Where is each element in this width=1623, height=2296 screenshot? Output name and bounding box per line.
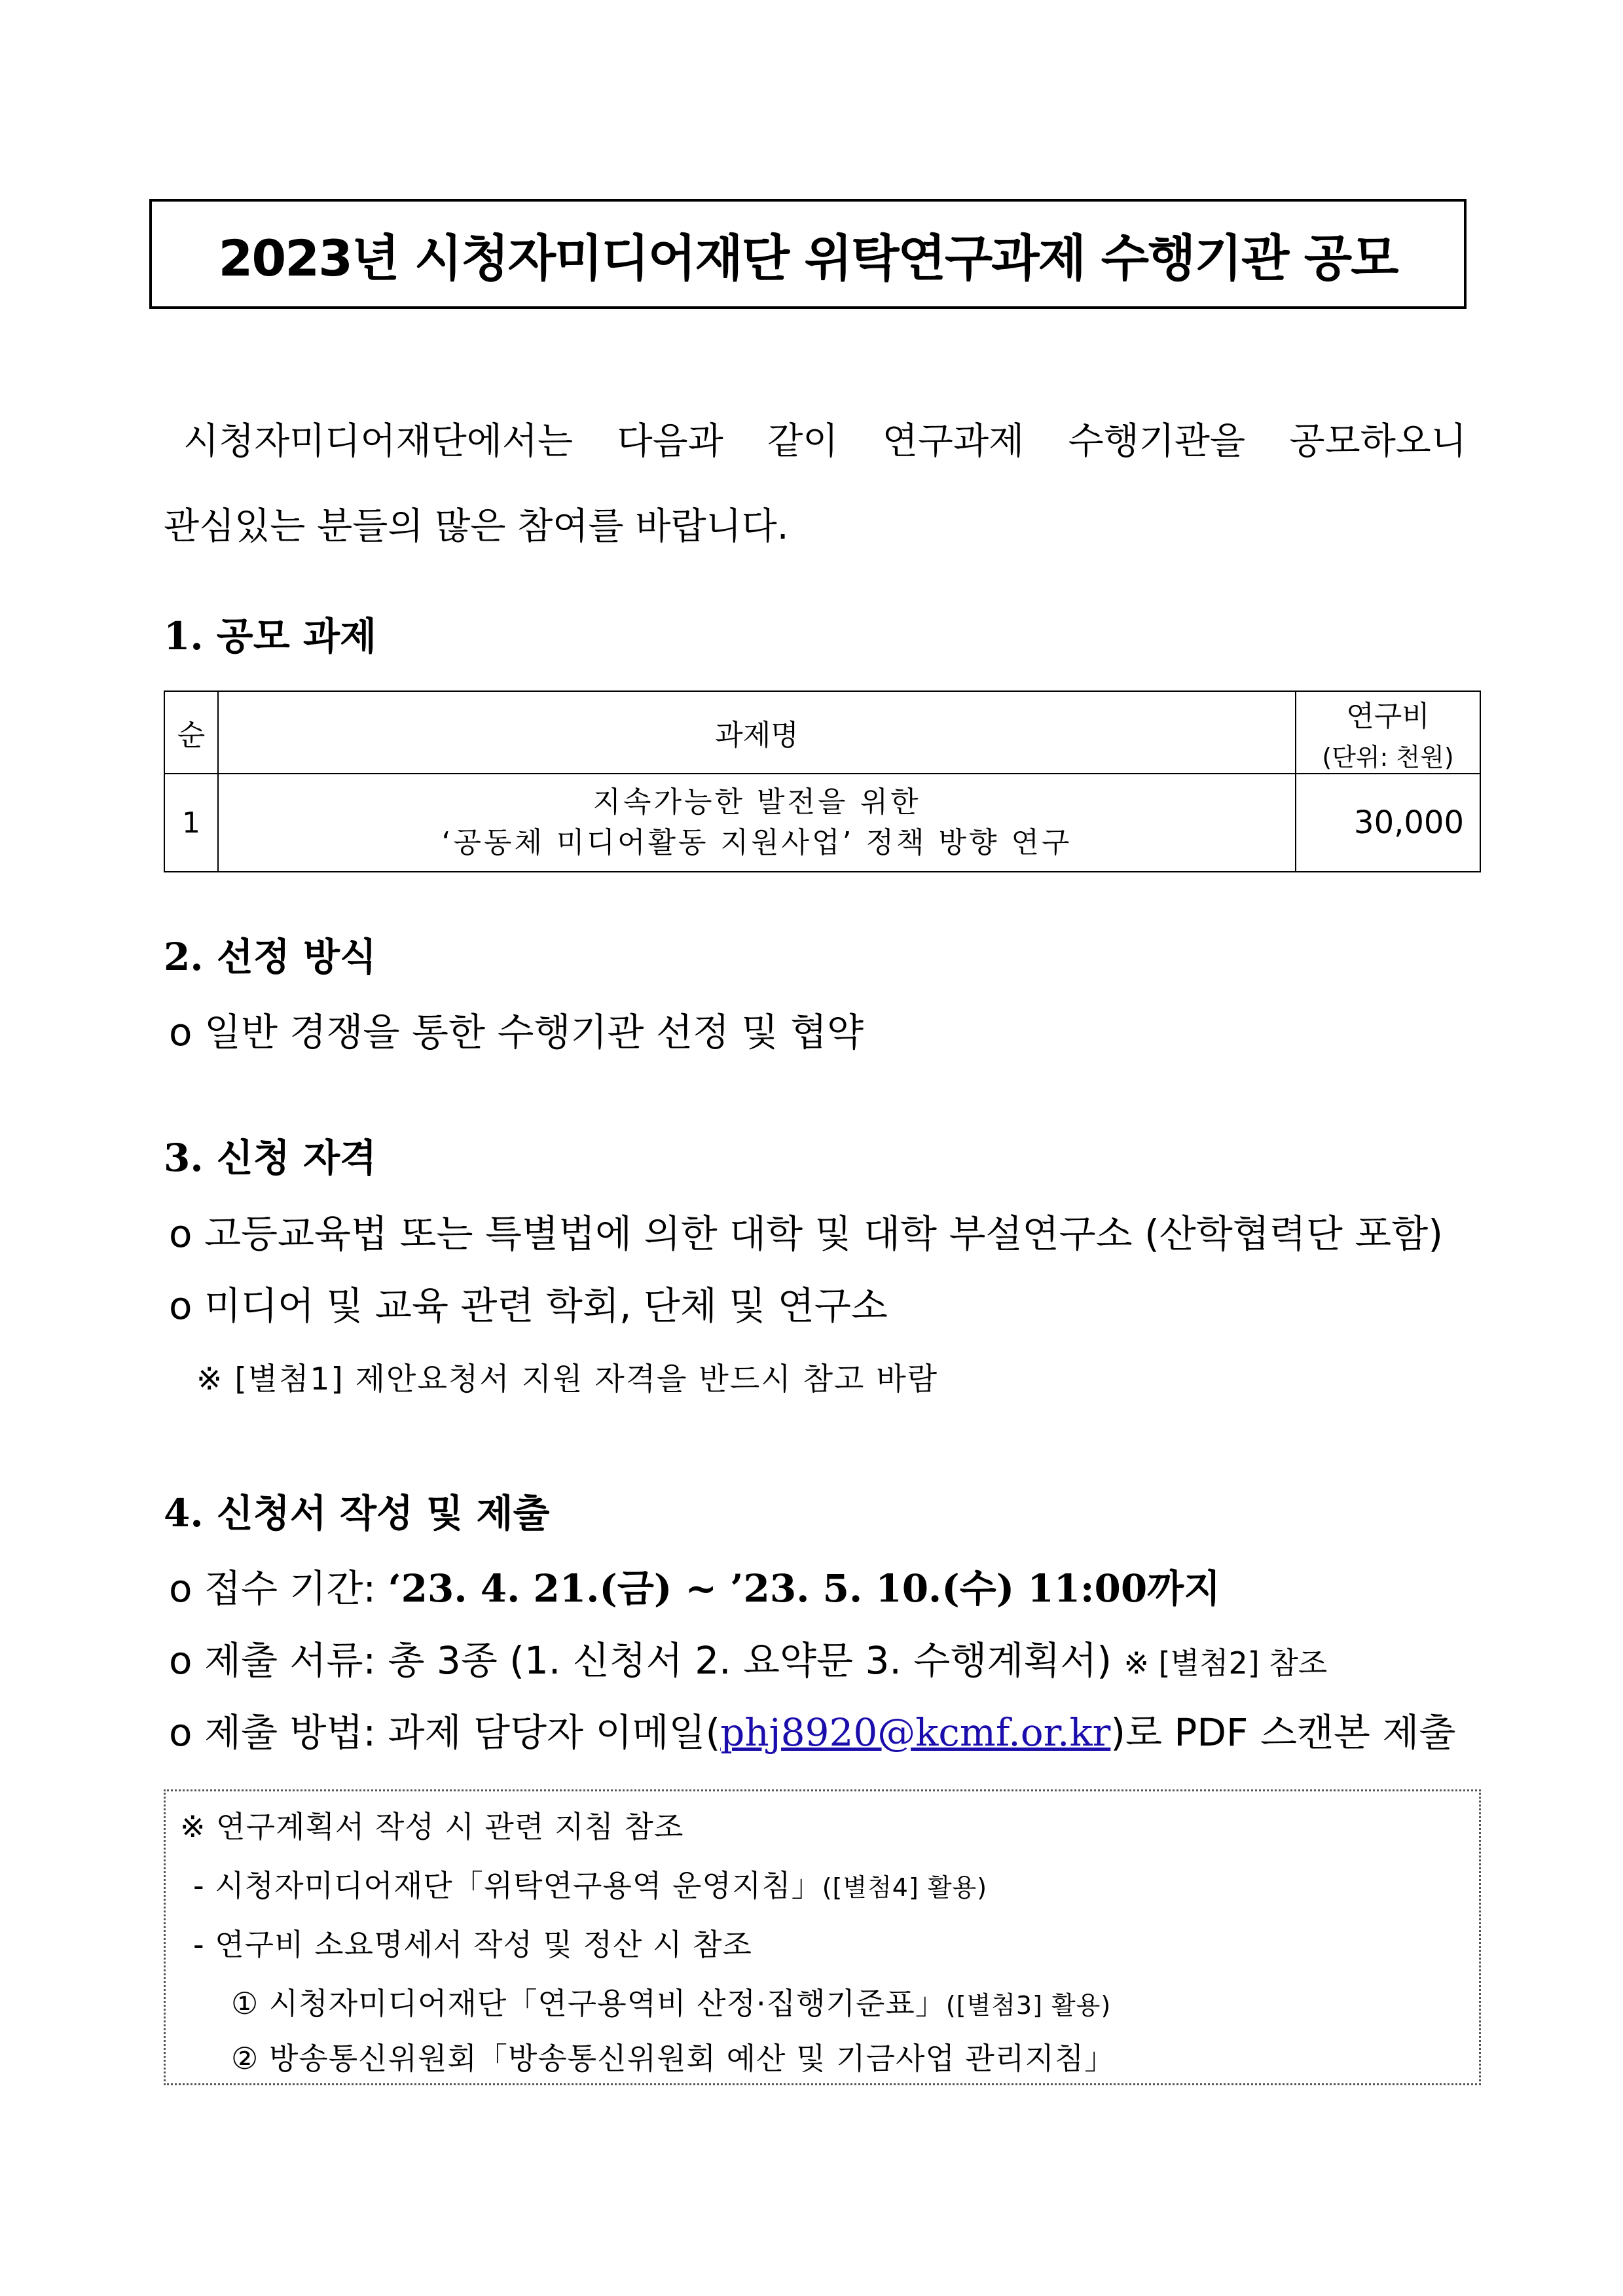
selection-line [169, 1001, 864, 1056]
intro-paragraph [164, 399, 1467, 569]
notebox-line-1-main: - 시청자미디어재단「위탁연구용역 운영지침」 [193, 1868, 822, 1903]
submission-method [169, 1702, 1455, 1757]
notebox-line-3-sub: ([별첨3] 활용) [945, 1991, 1112, 2020]
period-label: 접수 기간: [204, 1566, 376, 1611]
docs-label: 제출 서류: [204, 1638, 376, 1683]
section-heading-1: 1. 공모 과제 [164, 614, 377, 658]
row-name-line-2: ‘공동체 미디어활동 지원사업’ 정책 방향 연구 [441, 826, 1072, 859]
eligibility-item-1 [169, 1203, 1443, 1258]
eligibility-text-2: 미디어 및 교육 관련 학회, 단체 및 연구소 [204, 1283, 888, 1328]
notebox-line-3-main: ① 시청자미디어재단「연구용역비 산정·집행기준표」 [231, 1986, 946, 2021]
topics-table [164, 691, 1481, 872]
bullet: o [169, 1566, 192, 1611]
table-row [164, 774, 1480, 872]
header-budget-label: 연구비 [1346, 699, 1430, 733]
docs-value: 총 3종 (1. 신청서 2. 요약문 3. 수행계획서) [388, 1638, 1112, 1683]
section-heading-4: 4. 신청서 작성 및 제출 [164, 1491, 550, 1535]
bullet: o [169, 1211, 192, 1256]
eligibility-item-2 [169, 1275, 888, 1330]
notebox-line-1 [193, 1862, 987, 1905]
header-budget-unit: (단위: 천원) [1322, 742, 1454, 772]
bullet: o [169, 1638, 192, 1683]
header-no: 순 [164, 691, 218, 774]
method-post: )로 PDF 스캔본 제출 [1110, 1710, 1456, 1755]
row-budget: 30,000 [1296, 774, 1480, 872]
notebox-line-2: - 연구비 소요명세서 작성 및 정산 시 참조 [193, 1927, 752, 1962]
bullet: o [169, 1710, 192, 1755]
intro-line-1: 시청자미디어재단에서는 다음과 같이 연구과제 수행기관을 공모하오니 [183, 420, 1467, 463]
bullet: o [169, 1283, 192, 1328]
row-no: 1 [164, 774, 218, 872]
eligibility-text-1: 고등교육법 또는 특별법에 의한 대학 및 대학 부설연구소 (산학협력단 포함) [204, 1211, 1443, 1256]
row-name-line-1: 지속가능한 발전을 위한 [593, 785, 921, 819]
selection-text: 일반 경쟁을 통한 수행기관 선정 및 협약 [204, 1010, 864, 1054]
guideline-note-box [164, 1789, 1481, 2085]
section-heading-2: 2. 선정 방식 [164, 935, 377, 979]
table-header-row [164, 691, 1480, 774]
notebox-line-3 [231, 1980, 1111, 2023]
eligibility-note: ※ [별첨1] 제안요청서 지원 자격을 반드시 참고 바람 [196, 1361, 939, 1397]
email-link[interactable]: phj8920@kcmf.or.kr [720, 1710, 1111, 1755]
method-pre: 과제 담당자 이메일( [388, 1710, 721, 1755]
period-value: ‘23. 4. 21.(금) ~ ’23. 5. 10.(수) 11:00까지 [388, 1566, 1221, 1611]
docs-note: ※ [별첨2] 참조 [1123, 1645, 1328, 1681]
submission-docs [169, 1630, 1327, 1685]
title-box [149, 199, 1467, 309]
submission-period [169, 1558, 1220, 1613]
section-heading-3: 3. 신청 자격 [164, 1136, 377, 1180]
notebox-line-1-sub: ([별첨4] 활용) [822, 1873, 988, 1902]
header-name: 과제명 [218, 691, 1296, 774]
page-title: 2023년 시청자미디어재단 위탁연구과제 수행기관 공모 [218, 228, 1398, 287]
method-label: 제출 방법: [204, 1710, 376, 1755]
notebox-title: ※ 연구계획서 작성 시 관련 지침 참조 [180, 1809, 684, 1844]
notebox-line-4: ② 방송통신위원회「방송통신위원회 예산 및 기금사업 관리지침」 [231, 2041, 1116, 2076]
header-budget [1296, 691, 1480, 774]
row-name [218, 774, 1296, 872]
bullet: o [169, 1010, 192, 1054]
intro-line-2: 관심있는 분들의 많은 참여를 바랍니다. [164, 505, 789, 548]
